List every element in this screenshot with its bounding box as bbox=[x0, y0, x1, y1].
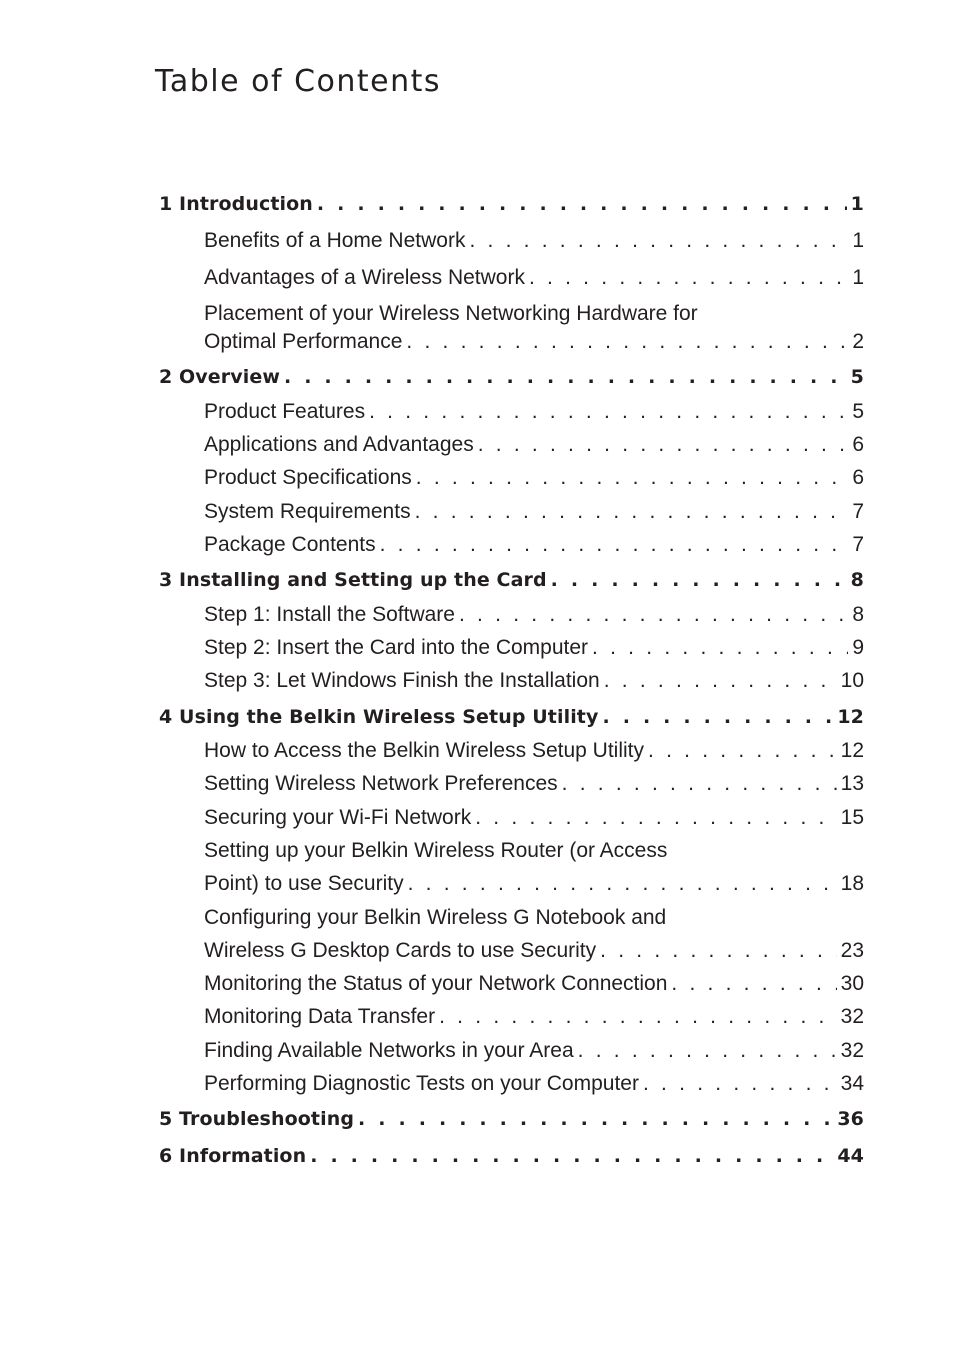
toc-entry-label: System Requirements bbox=[204, 500, 411, 523]
toc-entry-label: 6 Information bbox=[159, 1145, 307, 1167]
toc-entry-label: Securing your Wi-Fi Network bbox=[204, 806, 472, 829]
dot-leader bbox=[562, 772, 837, 796]
toc-section-entry[interactable] bbox=[204, 1072, 864, 1096]
toc-entry-label-first-line: Setting up your Belkin Wireless Router (or Access bbox=[204, 839, 668, 862]
toc-entry-label: 4 Using the Belkin Wireless Setup Utility bbox=[159, 706, 599, 728]
toc-section-entry[interactable] bbox=[204, 739, 864, 763]
dot-leader bbox=[604, 669, 837, 693]
dot-leader bbox=[380, 533, 849, 557]
dot-leader bbox=[475, 806, 836, 830]
dot-leader bbox=[469, 229, 848, 253]
dot-leader bbox=[406, 330, 848, 354]
dot-leader bbox=[592, 636, 848, 660]
toc-entry-page-number: 5 bbox=[850, 366, 864, 388]
toc-entry-label: Finding Available Networks in your Area bbox=[204, 1039, 574, 1062]
toc-entry-page-number: 6 bbox=[852, 466, 864, 489]
toc-section-entry[interactable] bbox=[204, 266, 864, 290]
dot-leader bbox=[648, 739, 837, 763]
toc-entry-page-number: 18 bbox=[840, 872, 864, 895]
toc-section-entry[interactable] bbox=[204, 603, 864, 627]
toc-entry-page-number: 15 bbox=[840, 806, 864, 829]
dot-leader bbox=[459, 603, 848, 627]
toc-entry-label: Monitoring the Status of your Network Connection bbox=[204, 972, 668, 995]
toc-entry-label: Setting Wireless Network Preferences bbox=[204, 772, 558, 795]
toc-entry-page-number: 7 bbox=[852, 500, 864, 523]
toc-entry-label: Point) to use Security bbox=[204, 872, 404, 895]
toc-entry-page-number: 34 bbox=[840, 1072, 864, 1095]
toc-entry-label: Advantages of a Wireless Network bbox=[204, 266, 525, 289]
toc-chapter-entry[interactable] bbox=[159, 706, 864, 728]
toc-entry-page-number: 36 bbox=[837, 1108, 864, 1130]
toc-entry-page-number: 13 bbox=[840, 772, 864, 795]
toc-entry-label: 5 Troubleshooting bbox=[159, 1108, 355, 1130]
toc-entry-page-number: 2 bbox=[852, 330, 864, 353]
dot-leader bbox=[284, 366, 847, 388]
toc-entry-label: Step 2: Insert the Card into the Computer bbox=[204, 636, 589, 659]
toc-chapter-entry[interactable] bbox=[159, 366, 864, 388]
toc-entry-label: 2 Overview bbox=[159, 366, 280, 388]
toc-entry-page-number: 12 bbox=[837, 706, 864, 728]
toc-chapter-entry[interactable] bbox=[159, 569, 864, 591]
toc-section-entry[interactable] bbox=[204, 500, 864, 524]
toc-entry-label: Optimal Performance bbox=[204, 330, 403, 353]
toc-entry-label-first-line: Configuring your Belkin Wireless G Notebook and bbox=[204, 906, 667, 929]
dot-leader bbox=[439, 1005, 837, 1029]
toc-section-entry[interactable] bbox=[204, 229, 864, 253]
dot-leader bbox=[478, 433, 849, 457]
dot-leader bbox=[671, 972, 836, 996]
toc-entry-label: Wireless G Desktop Cards to use Security bbox=[204, 939, 597, 962]
toc-entry-page-number: 12 bbox=[840, 739, 864, 762]
toc-entry-page-number: 1 bbox=[852, 266, 864, 289]
dot-leader bbox=[551, 569, 847, 591]
dot-leader bbox=[602, 706, 833, 728]
toc-chapter-entry[interactable] bbox=[159, 1108, 864, 1130]
toc-entry-label: Product Specifications bbox=[204, 466, 412, 489]
toc-section-entry[interactable] bbox=[204, 433, 864, 457]
toc-section-entry[interactable] bbox=[204, 1039, 864, 1063]
dot-leader bbox=[578, 1039, 837, 1063]
toc-chapter-entry[interactable] bbox=[159, 193, 864, 215]
dot-leader bbox=[415, 500, 849, 524]
toc-section-entry[interactable] bbox=[204, 772, 864, 796]
dot-leader bbox=[600, 939, 837, 963]
toc-entry-label: Performing Diagnostic Tests on your Computer bbox=[204, 1072, 639, 1095]
toc-section-entry[interactable] bbox=[204, 806, 864, 830]
toc-section-entry[interactable] bbox=[204, 872, 864, 896]
dot-leader bbox=[317, 193, 847, 215]
toc-entry-label: Product Features bbox=[204, 400, 366, 423]
toc-section-entry[interactable] bbox=[204, 636, 864, 660]
dot-leader bbox=[643, 1072, 837, 1096]
toc-entry-page-number: 30 bbox=[840, 972, 864, 995]
toc-entry-label: 1 Introduction bbox=[159, 193, 313, 215]
toc-section-entry[interactable] bbox=[204, 669, 864, 693]
dot-leader bbox=[529, 266, 848, 290]
toc-entry-label: Package Contents bbox=[204, 533, 376, 556]
toc-section-entry[interactable] bbox=[204, 939, 864, 963]
dot-leader bbox=[358, 1108, 833, 1130]
toc-entry-label: 3 Installing and Setting up the Card bbox=[159, 569, 547, 591]
page-title: Table of Contents bbox=[155, 64, 442, 99]
toc-entry-page-number: 7 bbox=[852, 533, 864, 556]
toc-entry-page-number: 8 bbox=[852, 603, 864, 626]
toc-section-entry[interactable] bbox=[204, 466, 864, 490]
toc-entry-page-number: 32 bbox=[840, 1005, 864, 1028]
dot-leader bbox=[408, 872, 837, 896]
toc-entry-label: Step 3: Let Windows Finish the Installation bbox=[204, 669, 600, 692]
toc-chapter-entry[interactable] bbox=[159, 1145, 864, 1167]
toc-section-entry[interactable] bbox=[204, 533, 864, 557]
toc-entry-page-number: 8 bbox=[850, 569, 864, 591]
toc-entry-page-number: 1 bbox=[850, 193, 864, 215]
toc-entry-page-number: 44 bbox=[837, 1145, 864, 1167]
toc-entry-page-number: 5 bbox=[852, 400, 864, 423]
dot-leader bbox=[369, 400, 848, 424]
dot-leader bbox=[310, 1145, 833, 1167]
toc-section-entry[interactable] bbox=[204, 1005, 864, 1029]
toc-section-entry[interactable] bbox=[204, 972, 864, 996]
toc-entry-page-number: 9 bbox=[852, 636, 864, 659]
toc-entry-label: Benefits of a Home Network bbox=[204, 229, 466, 252]
toc-entry-page-number: 6 bbox=[852, 433, 864, 456]
toc-entry-label: Step 1: Install the Software bbox=[204, 603, 455, 626]
toc-entry-label-first-line: Placement of your Wireless Networking Hardware for bbox=[204, 302, 698, 325]
toc-entry-page-number: 10 bbox=[840, 669, 864, 692]
toc-entry-label: How to Access the Belkin Wireless Setup Utility bbox=[204, 739, 644, 762]
dot-leader bbox=[416, 466, 849, 490]
toc-entry-page-number: 32 bbox=[840, 1039, 864, 1062]
toc-entry-label: Monitoring Data Transfer bbox=[204, 1005, 436, 1028]
toc-section-entry[interactable] bbox=[204, 400, 864, 424]
toc-section-entry[interactable] bbox=[204, 330, 864, 354]
toc-entry-label: Applications and Advantages bbox=[204, 433, 474, 456]
toc-entry-page-number: 1 bbox=[852, 229, 864, 252]
toc-entry-page-number: 23 bbox=[840, 939, 864, 962]
